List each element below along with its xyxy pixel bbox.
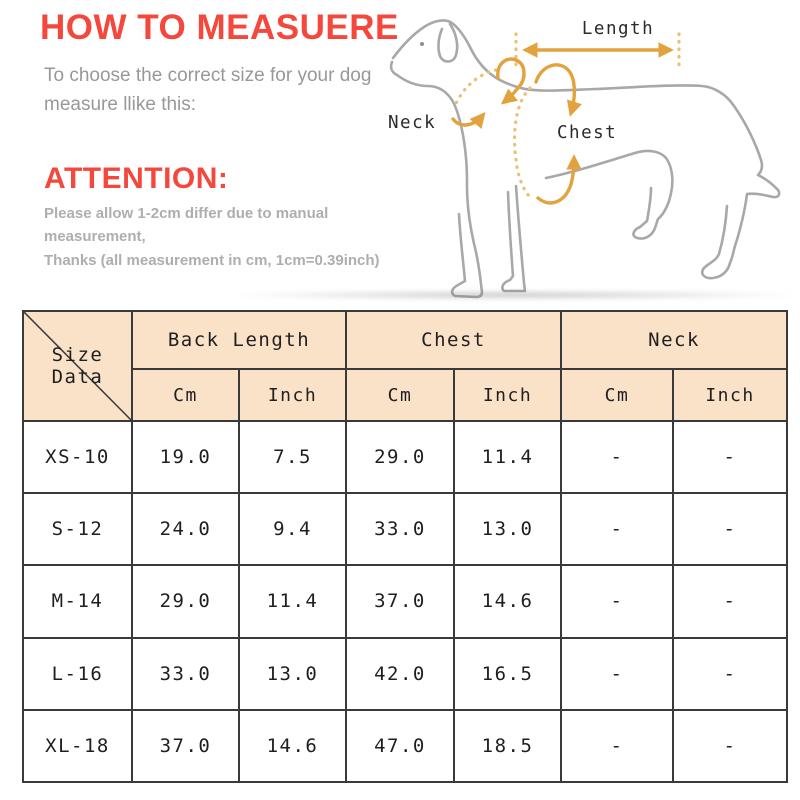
- table-row: [23, 421, 787, 493]
- value-cell: 11.4: [239, 565, 346, 637]
- table-unit-header-row: [23, 369, 787, 421]
- value-cell: 18.5: [454, 710, 561, 782]
- subtitle-line-1: To choose the correct size for your dog: [44, 65, 372, 86]
- value-cell: 14.6: [239, 710, 346, 782]
- size-cell: M-14: [23, 565, 132, 637]
- corner-label: Size Data: [51, 344, 104, 388]
- value-cell: -: [561, 565, 673, 637]
- value-cell: 9.4: [239, 493, 346, 565]
- size-cell: XL-18: [23, 710, 132, 782]
- table-group-header-row: [23, 311, 787, 369]
- value-cell: -: [673, 565, 787, 637]
- value-cell: 13.0: [454, 493, 561, 565]
- value-cell: 33.0: [132, 638, 239, 710]
- chest-bottom-arrow: [538, 158, 574, 203]
- table-top-shadow: [230, 290, 798, 300]
- page-title: HOW TO MEASUERE: [40, 8, 399, 47]
- value-cell: -: [673, 638, 787, 710]
- table-row: [23, 493, 787, 565]
- neck-arrow: [453, 115, 483, 125]
- dog-diagram-svg: [350, 0, 800, 305]
- unit-header: Inch: [454, 369, 561, 421]
- value-cell: 47.0: [346, 710, 454, 782]
- value-cell: -: [561, 421, 673, 493]
- group-header-neck: Neck: [561, 311, 787, 369]
- chest-dashed-arc: [515, 88, 532, 199]
- value-cell: 33.0: [346, 493, 454, 565]
- attention-line-1: Please allow 1-2cm differ due to manual measurement,: [44, 205, 329, 246]
- table-corner-cell: [23, 311, 132, 421]
- unit-header: Inch: [239, 369, 346, 421]
- value-cell: 37.0: [346, 565, 454, 637]
- value-cell: 19.0: [132, 421, 239, 493]
- attention-line-2: Thanks (all measurement in cm, 1cm=0.39inch): [44, 251, 380, 269]
- value-cell: 11.4: [454, 421, 561, 493]
- unit-header: Cm: [132, 369, 239, 421]
- size-cell: XS-10: [23, 421, 132, 493]
- dog-outline: [391, 20, 779, 297]
- value-cell: 29.0: [132, 565, 239, 637]
- table-row: [23, 565, 787, 637]
- neck-dashed-arc: [454, 70, 496, 108]
- group-header-chest: Chest: [346, 311, 561, 369]
- value-cell: 42.0: [346, 638, 454, 710]
- size-cell: L-16: [23, 638, 132, 710]
- value-cell: 16.5: [454, 638, 561, 710]
- value-cell: -: [673, 710, 787, 782]
- neck-label: Neck: [388, 113, 437, 133]
- group-header-back-length: Back Length: [132, 311, 346, 369]
- value-cell: 29.0: [346, 421, 454, 493]
- size-cell: S-12: [23, 493, 132, 565]
- value-cell: -: [561, 493, 673, 565]
- value-cell: 13.0: [239, 638, 346, 710]
- unit-header: Inch: [673, 369, 787, 421]
- attention-title: ATTENTION:: [44, 162, 229, 195]
- subtitle: [44, 62, 374, 119]
- value-cell: -: [673, 493, 787, 565]
- value-cell: 7.5: [239, 421, 346, 493]
- value-cell: 14.6: [454, 565, 561, 637]
- unit-header: Cm: [346, 369, 454, 421]
- value-cell: 24.0: [132, 493, 239, 565]
- size-table: [22, 310, 788, 783]
- value-cell: -: [673, 421, 787, 493]
- value-cell: -: [561, 638, 673, 710]
- chest-label: Chest: [557, 123, 618, 143]
- table-row: [23, 638, 787, 710]
- length-label: Length: [581, 19, 655, 39]
- unit-header: Cm: [561, 369, 673, 421]
- subtitle-line-2: measure llike this:: [44, 93, 197, 115]
- value-cell: -: [561, 710, 673, 782]
- table-row: [23, 710, 787, 782]
- dog-measure-diagram: [350, 0, 800, 305]
- value-cell: 37.0: [132, 710, 239, 782]
